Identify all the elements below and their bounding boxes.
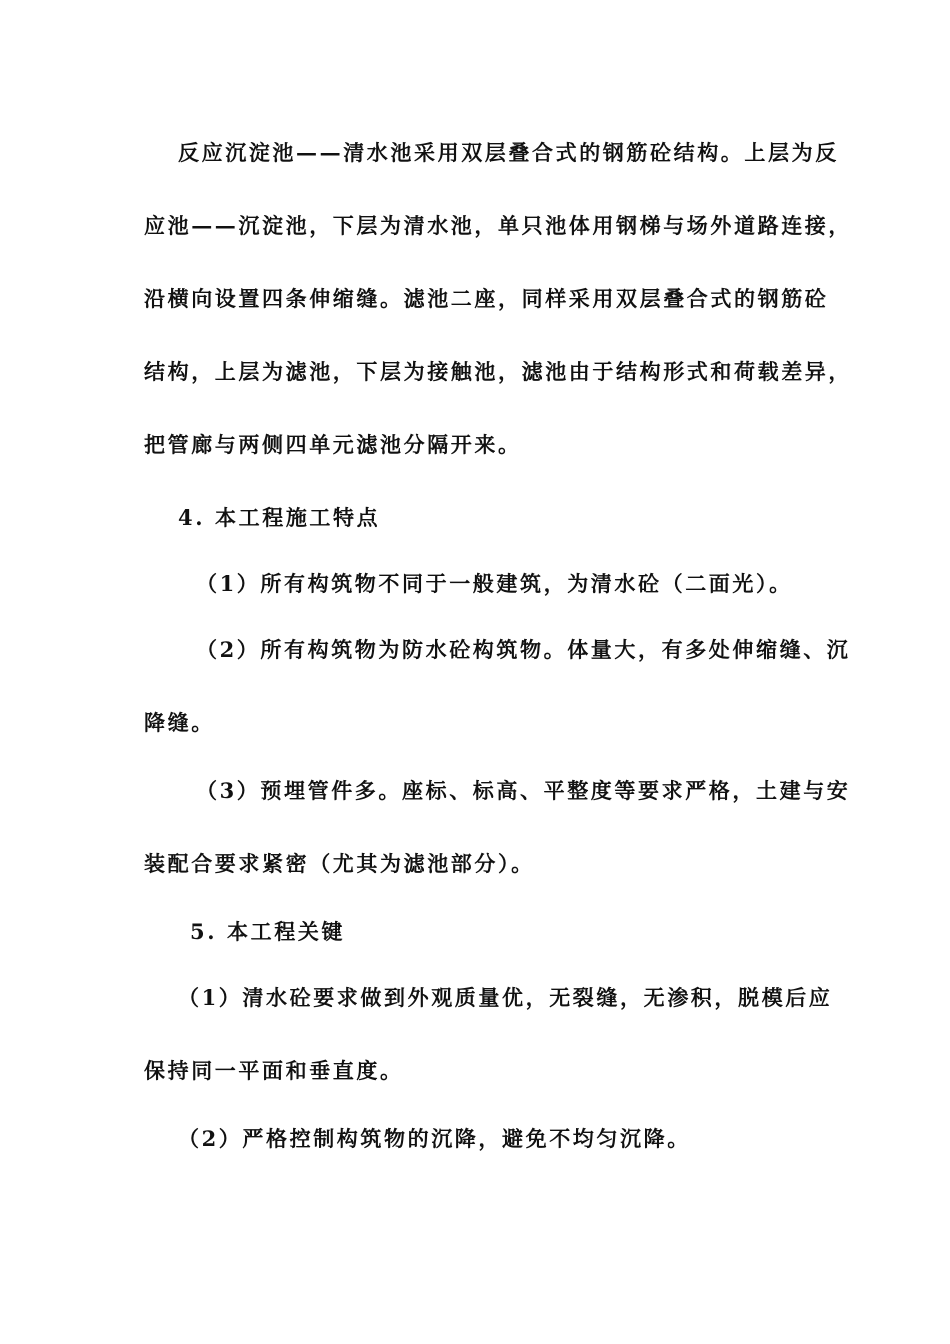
- paragraph-line: 把管廊与两侧四单元滤池分隔开来。: [144, 432, 522, 457]
- list-item: （2）严格控制构筑物的沉降，避免不均匀沉降。: [178, 1126, 691, 1151]
- list-item: （2）所有构筑物为防水砼构筑物。体量大，有多处伸缩缝、沉: [196, 637, 851, 662]
- paragraph-line: 应池——沉淀池，下层为清水池，单只池体用钢梯与场外道路连接，: [144, 213, 852, 238]
- list-item-continuation: 降缝。: [144, 710, 215, 735]
- list-item: （1）所有构筑物不同于一般建筑，为清水砼（二面光）。: [196, 571, 793, 596]
- list-item: （1）清水砼要求做到外观质量优，无裂缝，无渗积，脱模后应: [178, 985, 833, 1010]
- section-heading: 4. 本工程施工特点: [178, 505, 381, 530]
- list-item-continuation: 装配合要求紧密（尤其为滤池部分）。: [144, 851, 535, 876]
- paragraph-line: 结构，上层为滤池，下层为接触池，滤池由于结构形式和荷载差异，: [144, 359, 852, 384]
- paragraph-line: 沿横向设置四条伸缩缝。滤池二座，同样采用双层叠合式的钢筋砼: [144, 286, 829, 311]
- paragraph-line: 反应沉淀池——清水池采用双层叠合式的钢筋砼结构。上层为反: [178, 140, 839, 165]
- list-item: （3）预埋管件多。座标、标高、平整度等要求严格，土建与安: [196, 778, 851, 803]
- list-item-continuation: 保持同一平面和垂直度。: [144, 1058, 404, 1083]
- section-heading: 5. 本工程关键: [190, 919, 346, 944]
